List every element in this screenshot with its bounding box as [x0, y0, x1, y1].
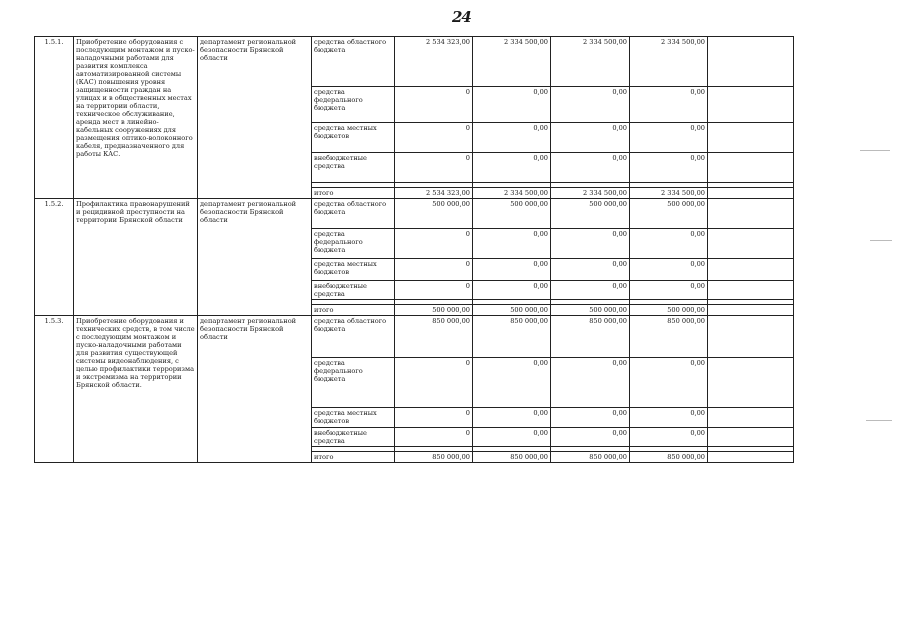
- funding-source-label: средства областного бюджета: [312, 37, 395, 87]
- empty-cell: [708, 87, 794, 123]
- amount-year-2: 0,00: [473, 87, 551, 123]
- scan-mark: [860, 150, 890, 151]
- measure-name: Приобретение оборудования и технических средств, в том числе с последующим монтажом и пуско-наладочными работами для развития существующей системы видеонаблюдения, с целью профилактики терроризма и экстремизма на территории Брянской области.: [74, 316, 198, 463]
- amount-year-3: 850 000,00: [551, 452, 630, 463]
- funding-source-label: средства местных бюджетов: [312, 259, 395, 281]
- funding-source-label: средства областного бюджета: [312, 316, 395, 358]
- empty-cell: [708, 305, 794, 316]
- amount-year-1: 0: [395, 123, 473, 153]
- amount-year-2: 0,00: [473, 229, 551, 259]
- amount-year-3: 0,00: [551, 123, 630, 153]
- amount-year-4: 0,00: [630, 259, 708, 281]
- empty-cell: [708, 428, 794, 447]
- funding-source-label: итого: [312, 452, 395, 463]
- amount-year-3: 2 334 500,00: [551, 37, 630, 87]
- empty-cell: [708, 123, 794, 153]
- empty-cell: [708, 153, 794, 183]
- funding-source-label: средства областного бюджета: [312, 199, 395, 229]
- amount-year-3: 0,00: [551, 408, 630, 428]
- amount-year-3: 0,00: [551, 87, 630, 123]
- empty-cell: [708, 37, 794, 87]
- amount-year-2: 500 000,00: [473, 305, 551, 316]
- amount-year-4: 0,00: [630, 408, 708, 428]
- amount-year-1: 500 000,00: [395, 305, 473, 316]
- funding-source-label: внебюджетные средства: [312, 153, 395, 183]
- amount-year-2: 0,00: [473, 281, 551, 300]
- amount-year-3: 0,00: [551, 281, 630, 300]
- amount-year-4: 850 000,00: [630, 316, 708, 358]
- amount-year-1: 0: [395, 358, 473, 408]
- measure-code: 1.5.3.: [35, 316, 74, 463]
- funding-source-label: итого: [312, 305, 395, 316]
- amount-year-2: 850 000,00: [473, 452, 551, 463]
- amount-year-4: 0,00: [630, 281, 708, 300]
- amount-year-1: 0: [395, 87, 473, 123]
- amount-year-3: 850 000,00: [551, 316, 630, 358]
- amount-year-1: 0: [395, 153, 473, 183]
- funding-table: [34, 36, 794, 463]
- amount-year-4: 2 334 500,00: [630, 188, 708, 199]
- empty-cell: [708, 281, 794, 300]
- amount-year-2: 2 334 500,00: [473, 37, 551, 87]
- amount-year-4: 2 334 500,00: [630, 37, 708, 87]
- amount-year-1: 0: [395, 229, 473, 259]
- amount-year-4: 0,00: [630, 123, 708, 153]
- empty-cell: [708, 188, 794, 199]
- empty-cell: [708, 259, 794, 281]
- amount-year-1: 0: [395, 281, 473, 300]
- amount-year-2: 0,00: [473, 259, 551, 281]
- amount-year-3: 0,00: [551, 229, 630, 259]
- measure-name: Приобретение оборудования с последующим монтажом и пуско-наладочными работами для развития комплекса автоматизированной системы (КАС) повышения уровня защищенности граждан на улицах и в общественных местах на территории области, техническое обслуживание, аренда мест в линейно-кабельных сооружениях для размещения оптико-волоконного кабеля, предназначенного для работы КАС.: [74, 37, 198, 199]
- amount-year-1: 0: [395, 259, 473, 281]
- empty-cell: [708, 229, 794, 259]
- amount-year-3: 0,00: [551, 259, 630, 281]
- funding-source-label: средства федерального бюджета: [312, 87, 395, 123]
- amount-year-2: 850 000,00: [473, 316, 551, 358]
- amount-year-1: 2 534 323,00: [395, 37, 473, 87]
- scan-mark: [866, 420, 892, 421]
- measure-executor: департамент региональной безопасности Брянской области: [198, 316, 312, 463]
- amount-year-2: 500 000,00: [473, 199, 551, 229]
- empty-cell: [708, 408, 794, 428]
- amount-year-3: 0,00: [551, 153, 630, 183]
- measure-code: 1.5.2.: [35, 199, 74, 316]
- amount-year-2: 2 334 500,00: [473, 188, 551, 199]
- funding-source-label: средства местных бюджетов: [312, 408, 395, 428]
- amount-year-2: 0,00: [473, 153, 551, 183]
- empty-cell: [708, 199, 794, 229]
- page-number: 24: [452, 8, 471, 26]
- funding-source-label: средства федерального бюджета: [312, 358, 395, 408]
- amount-year-4: 0,00: [630, 153, 708, 183]
- amount-year-4: 500 000,00: [630, 305, 708, 316]
- amount-year-1: 0: [395, 428, 473, 447]
- funding-table-body: [35, 37, 794, 463]
- empty-cell: [708, 358, 794, 408]
- amount-year-4: 0,00: [630, 428, 708, 447]
- amount-year-4: 0,00: [630, 229, 708, 259]
- amount-year-1: 850 000,00: [395, 452, 473, 463]
- funding-source-label: средства федерального бюджета: [312, 229, 395, 259]
- table-row: [35, 316, 794, 358]
- amount-year-2: 0,00: [473, 358, 551, 408]
- amount-year-1: 500 000,00: [395, 199, 473, 229]
- amount-year-2: 0,00: [473, 408, 551, 428]
- measure-executor: департамент региональной безопасности Брянской области: [198, 37, 312, 199]
- amount-year-1: 850 000,00: [395, 316, 473, 358]
- measure-executor: департамент региональной безопасности Брянской области: [198, 199, 312, 316]
- amount-year-3: 500 000,00: [551, 305, 630, 316]
- funding-source-label: внебюджетные средства: [312, 428, 395, 447]
- funding-source-label: внебюджетные средства: [312, 281, 395, 300]
- amount-year-1: 0: [395, 408, 473, 428]
- amount-year-2: 0,00: [473, 123, 551, 153]
- amount-year-4: 0,00: [630, 87, 708, 123]
- scan-mark: [870, 240, 892, 241]
- amount-year-2: 0,00: [473, 428, 551, 447]
- amount-year-4: 850 000,00: [630, 452, 708, 463]
- measure-name: Профилактика правонарушений и рецидивной преступности на территории Брянской области: [74, 199, 198, 316]
- funding-source-label: средства местных бюджетов: [312, 123, 395, 153]
- amount-year-3: 2 334 500,00: [551, 188, 630, 199]
- funding-source-label: итого: [312, 188, 395, 199]
- table-row: [35, 37, 794, 87]
- amount-year-3: 500 000,00: [551, 199, 630, 229]
- amount-year-4: 0,00: [630, 358, 708, 408]
- empty-cell: [708, 452, 794, 463]
- measure-code: 1.5.1.: [35, 37, 74, 199]
- amount-year-3: 0,00: [551, 358, 630, 408]
- empty-cell: [708, 316, 794, 358]
- table-row: [35, 199, 794, 229]
- amount-year-1: 2 534 323,00: [395, 188, 473, 199]
- amount-year-3: 0,00: [551, 428, 630, 447]
- amount-year-4: 500 000,00: [630, 199, 708, 229]
